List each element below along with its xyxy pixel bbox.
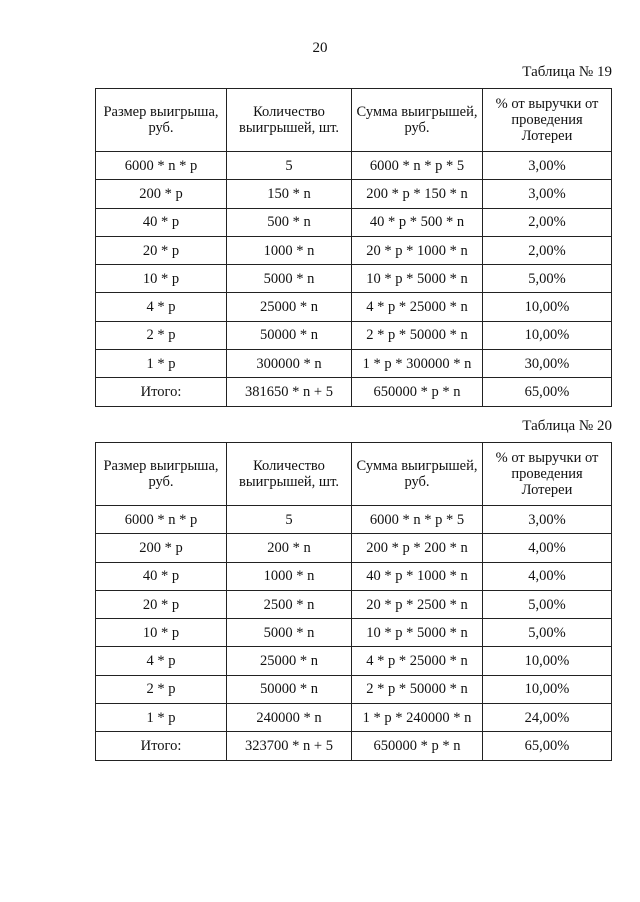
cell-revenue-percent: 10,00% bbox=[483, 321, 612, 349]
cell-prize-size: 10 * p bbox=[96, 265, 227, 293]
cell-prize-count: 300000 * n bbox=[227, 350, 352, 378]
cell-prize-size: 6000 * n * p bbox=[96, 506, 227, 534]
table-row bbox=[96, 562, 612, 590]
table-row bbox=[96, 534, 612, 562]
table-row bbox=[96, 619, 612, 647]
header-prize-count: Количество выигрышей, шт. bbox=[227, 89, 352, 152]
cell-prize-count: 5000 * n bbox=[227, 619, 352, 647]
table-row bbox=[96, 590, 612, 618]
cell-revenue-percent: 30,00% bbox=[483, 350, 612, 378]
cell-prize-size: 200 * p bbox=[96, 180, 227, 208]
cell-prize-sum: 200 * p * 200 * n bbox=[352, 534, 483, 562]
cell-prize-count: 500 * n bbox=[227, 208, 352, 236]
cell-prize-count: 381650 * n + 5 bbox=[227, 378, 352, 406]
cell-prize-count: 25000 * n bbox=[227, 647, 352, 675]
table-row bbox=[96, 506, 612, 534]
table-caption-19: Таблица № 19 bbox=[522, 64, 612, 80]
table-total-row bbox=[96, 732, 612, 760]
table-row bbox=[96, 321, 612, 349]
cell-prize-sum: 4 * p * 25000 * n bbox=[352, 647, 483, 675]
header-prize-sum: Сумма выигрышей, руб. bbox=[352, 443, 483, 506]
table-header-row bbox=[96, 443, 612, 506]
table-row bbox=[96, 675, 612, 703]
cell-prize-size: 20 * p bbox=[96, 236, 227, 264]
header-revenue-percent: % от выручки от проведения Лотереи bbox=[483, 443, 612, 506]
cell-prize-size: 1 * p bbox=[96, 350, 227, 378]
cell-prize-size: 6000 * n * p bbox=[96, 152, 227, 180]
cell-prize-size: Итого: bbox=[96, 378, 227, 406]
cell-revenue-percent: 5,00% bbox=[483, 619, 612, 647]
cell-prize-size: 200 * p bbox=[96, 534, 227, 562]
table-total-row bbox=[96, 378, 612, 406]
cell-revenue-percent: 24,00% bbox=[483, 704, 612, 732]
table-row bbox=[96, 265, 612, 293]
page-number: 20 bbox=[312, 40, 328, 56]
cell-revenue-percent: 2,00% bbox=[483, 208, 612, 236]
cell-prize-size: 40 * p bbox=[96, 562, 227, 590]
cell-prize-count: 1000 * n bbox=[227, 562, 352, 590]
cell-prize-size: Итого: bbox=[96, 732, 227, 760]
cell-revenue-percent: 10,00% bbox=[483, 647, 612, 675]
cell-prize-count: 1000 * n bbox=[227, 236, 352, 264]
header-prize-count: Количество выигрышей, шт. bbox=[227, 443, 352, 506]
cell-revenue-percent: 65,00% bbox=[483, 732, 612, 760]
cell-revenue-percent: 3,00% bbox=[483, 506, 612, 534]
cell-prize-sum: 650000 * p * n bbox=[352, 378, 483, 406]
cell-prize-count: 5000 * n bbox=[227, 265, 352, 293]
table-row bbox=[96, 704, 612, 732]
cell-prize-sum: 1 * p * 240000 * n bbox=[352, 704, 483, 732]
table-row bbox=[96, 152, 612, 180]
cell-prize-sum: 10 * p * 5000 * n bbox=[352, 619, 483, 647]
cell-prize-count: 25000 * n bbox=[227, 293, 352, 321]
header-prize-sum: Сумма выигрышей, руб. bbox=[352, 89, 483, 152]
table-row bbox=[96, 647, 612, 675]
cell-prize-count: 200 * n bbox=[227, 534, 352, 562]
cell-prize-count: 2500 * n bbox=[227, 590, 352, 618]
cell-prize-size: 10 * p bbox=[96, 619, 227, 647]
cell-prize-sum: 20 * p * 2500 * n bbox=[352, 590, 483, 618]
cell-prize-sum: 20 * p * 1000 * n bbox=[352, 236, 483, 264]
cell-prize-sum: 6000 * n * p * 5 bbox=[352, 152, 483, 180]
table-caption-20: Таблица № 20 bbox=[522, 418, 612, 434]
cell-prize-count: 50000 * n bbox=[227, 321, 352, 349]
cell-prize-sum: 1 * p * 300000 * n bbox=[352, 350, 483, 378]
table-row bbox=[96, 236, 612, 264]
cell-revenue-percent: 4,00% bbox=[483, 562, 612, 590]
cell-prize-sum: 40 * p * 1000 * n bbox=[352, 562, 483, 590]
cell-prize-sum: 40 * p * 500 * n bbox=[352, 208, 483, 236]
cell-prize-count: 50000 * n bbox=[227, 675, 352, 703]
cell-prize-count: 5 bbox=[227, 506, 352, 534]
table-row bbox=[96, 293, 612, 321]
cell-prize-sum: 6000 * n * p * 5 bbox=[352, 506, 483, 534]
table-row bbox=[96, 208, 612, 236]
cell-revenue-percent: 10,00% bbox=[483, 675, 612, 703]
cell-revenue-percent: 3,00% bbox=[483, 180, 612, 208]
cell-prize-count: 323700 * n + 5 bbox=[227, 732, 352, 760]
cell-prize-sum: 4 * p * 25000 * n bbox=[352, 293, 483, 321]
cell-prize-sum: 10 * p * 5000 * n bbox=[352, 265, 483, 293]
cell-prize-size: 20 * p bbox=[96, 590, 227, 618]
cell-prize-size: 2 * p bbox=[96, 675, 227, 703]
table-header-row bbox=[96, 89, 612, 152]
cell-prize-count: 150 * n bbox=[227, 180, 352, 208]
cell-prize-count: 240000 * n bbox=[227, 704, 352, 732]
cell-prize-sum: 2 * p * 50000 * n bbox=[352, 675, 483, 703]
cell-revenue-percent: 2,00% bbox=[483, 236, 612, 264]
cell-revenue-percent: 10,00% bbox=[483, 293, 612, 321]
header-prize-size: Размер выигрыша, руб. bbox=[96, 89, 227, 152]
cell-revenue-percent: 5,00% bbox=[483, 590, 612, 618]
cell-prize-sum: 200 * p * 150 * n bbox=[352, 180, 483, 208]
cell-prize-size: 4 * p bbox=[96, 647, 227, 675]
header-prize-size: Размер выигрыша, руб. bbox=[96, 443, 227, 506]
cell-revenue-percent: 4,00% bbox=[483, 534, 612, 562]
cell-prize-size: 40 * p bbox=[96, 208, 227, 236]
prize-table-19 bbox=[95, 88, 612, 407]
cell-prize-sum: 650000 * p * n bbox=[352, 732, 483, 760]
prize-table-20 bbox=[95, 442, 612, 761]
header-revenue-percent: % от выручки от проведения Лотереи bbox=[483, 89, 612, 152]
cell-prize-count: 5 bbox=[227, 152, 352, 180]
cell-revenue-percent: 5,00% bbox=[483, 265, 612, 293]
cell-prize-sum: 2 * p * 50000 * n bbox=[352, 321, 483, 349]
cell-prize-size: 2 * p bbox=[96, 321, 227, 349]
table-row bbox=[96, 350, 612, 378]
table-row bbox=[96, 180, 612, 208]
cell-revenue-percent: 3,00% bbox=[483, 152, 612, 180]
cell-prize-size: 1 * p bbox=[96, 704, 227, 732]
cell-revenue-percent: 65,00% bbox=[483, 378, 612, 406]
cell-prize-size: 4 * p bbox=[96, 293, 227, 321]
